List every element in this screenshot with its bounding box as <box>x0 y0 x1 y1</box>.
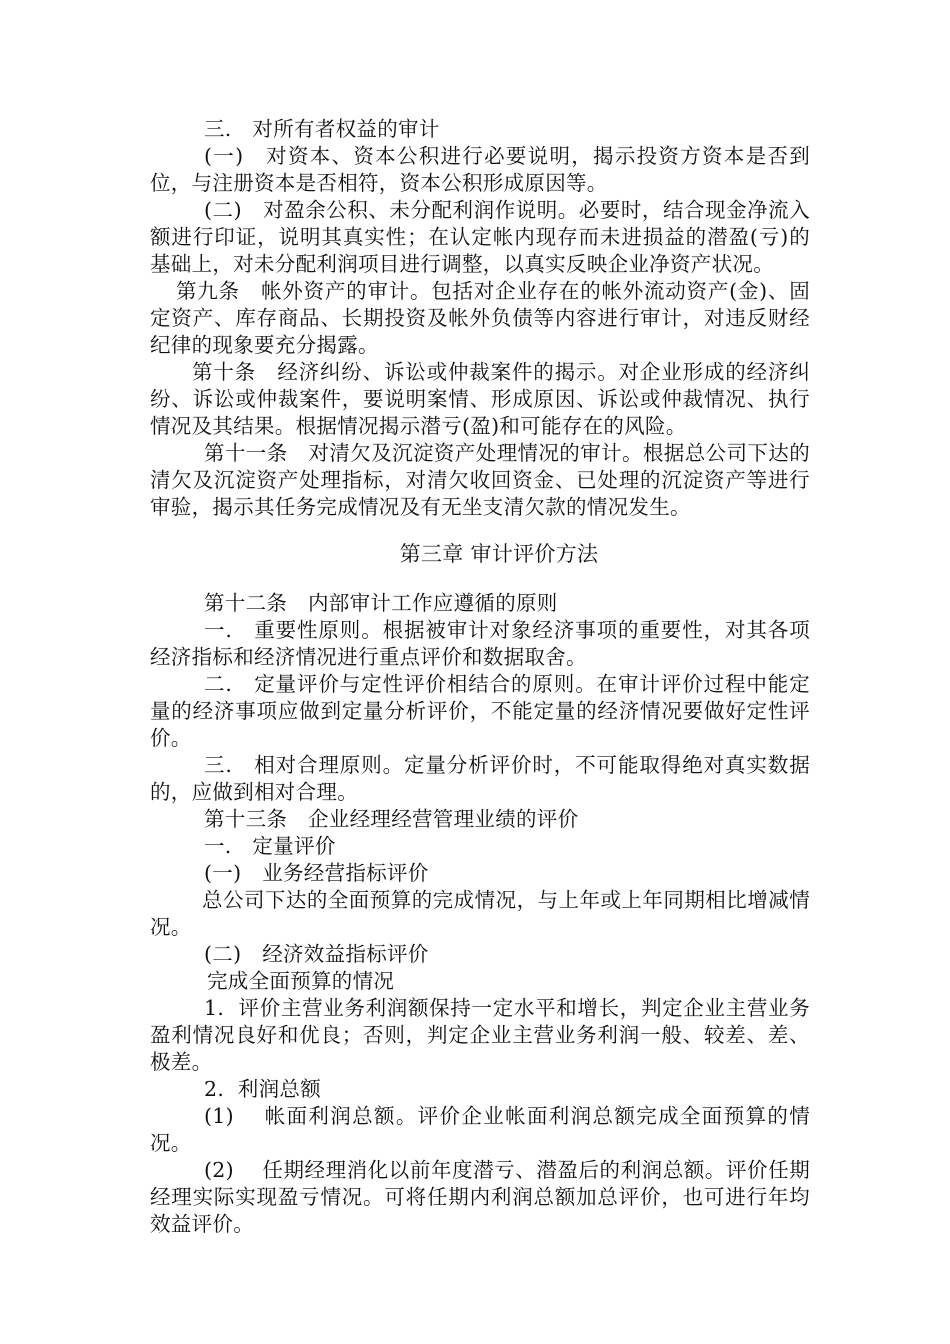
section-heading-owner-equity: 三. 对所有者权益的审计 <box>204 117 440 141</box>
paragraph-budget-status: 完成全面预算的情况 <box>207 969 395 993</box>
article-twelve: 第十二条 内部审计工作应遵循的原则 <box>204 591 558 615</box>
item-book-profit: (1) 帐面利润总额。评价企业帐面利润总额完成全面预算的情况。 <box>150 1104 810 1155</box>
item-main-business-profit: 1. 评价主营业务利润额保持一定水平和增长，判定企业主营业务盈利情况良好和优良；否则，判定企业主营业务利润一般、较差、差、极差。 <box>150 996 810 1074</box>
chapter-heading: 第三章 审计评价方法 <box>399 542 599 566</box>
principle-reasonable: 三. 相对合理原则。定量分析评价时，不可能取得绝对真实数据的，应做到相对合理。 <box>150 753 810 804</box>
document-body <box>150 116 810 1238</box>
article-nine: 第九条 帐外资产的审计。包括对企业存在的帐外流动资产(金)、固定资产、库存商品、长期投资及帐外负债等内容进行审计，对违反财经纪律的现象要充分揭露。 <box>150 279 810 357</box>
article-eleven: 第十一条 对清欠及沉淀资产处理情况的审计。根据总公司下达的清欠及沉淀资产处理指标，对清欠收回资金、已处理的沉淀资产等进行审验，揭示其任务完成情况及有无坐支清欠款的情况发生。 <box>150 441 810 519</box>
principle-quantitative: 二. 定量评价与定性评价相结合的原则。在审计评价过程中能定量的经济事项应做到定量分析评价，不能定量的经济情况要做好定性评价。 <box>150 672 810 750</box>
paragraph-surplus: (二) 对盈余公积、未分配利润作说明。必要时，结合现金净流入额进行印证，说明其真实性；在认定帐内现存而未进损益的潜盈(亏)的基础上，对未分配利润项目进行调整，以真实反映企业净资产状况。 <box>150 198 810 276</box>
paragraph-budget-completion: 总公司下达的全面预算的完成情况，与上年或上年同期相比增减情况。 <box>150 888 810 939</box>
item-total-profit: 2. 利润总额 <box>204 1077 321 1101</box>
subsection-business-indicators: (一) 业务经营指标评价 <box>204 861 429 885</box>
principle-importance: 一. 重要性原则。根据被审计对象经济事项的重要性，对其各项经济指标和经济情况进行重点评价和数据取舍。 <box>150 618 810 669</box>
article-ten: 第十条 经济纠纷、诉讼或仲裁案件的揭示。对企业形成的经济纠纷、诉讼或仲裁案件，要说明案情、形成原因、诉讼或仲裁情况、执行情况及其结果。根据情况揭示潜亏(盈)和可能存在的风险。 <box>150 360 810 438</box>
article-thirteen: 第十三条 企业经理经营管理业绩的评价 <box>204 807 579 831</box>
paragraph-capital: (一) 对资本、资本公积进行必要说明，揭示投资方资本是否到位，与注册资本是否相符，资本公积形成原因等。 <box>150 144 810 195</box>
subsection-quantitative: 一. 定量评价 <box>204 834 336 858</box>
item-tenure-profit: (2) 任期经理消化以前年度潜亏、潜盈后的利润总额。评价任期经理实际实现盈亏情况。可将任期内利润总额加总评价，也可进行年均效益评价。 <box>150 1158 810 1236</box>
subsection-economic-benefit: (二) 经济效益指标评价 <box>204 942 429 966</box>
